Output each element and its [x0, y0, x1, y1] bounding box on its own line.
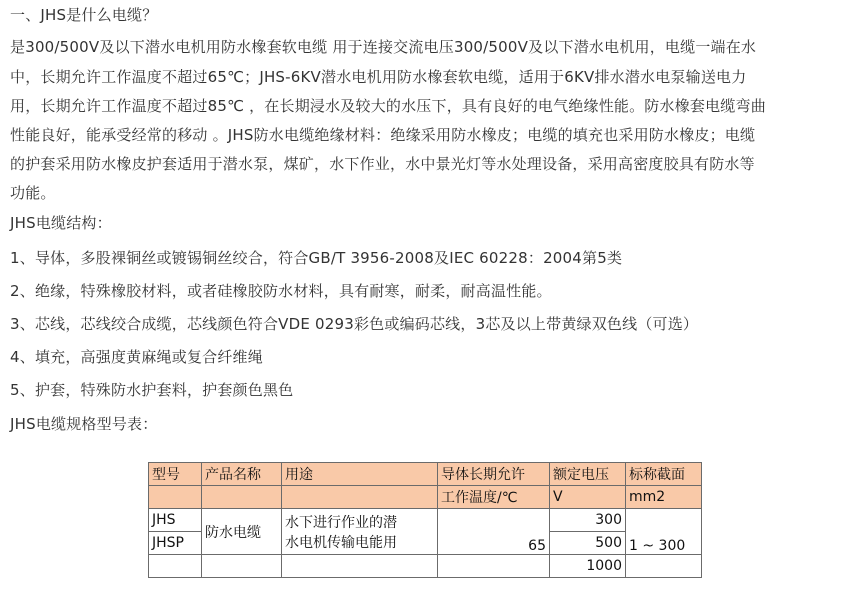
table-row	[149, 509, 702, 532]
intro-line: 是300/500V及以下潜水电机用防水橡套软电缆 用于连接交流电压300/500V及以下潜水电机用，电缆一端在水	[10, 38, 757, 56]
structure-item: 5、护套，特殊防水护套料，护套颜色黑色	[10, 381, 294, 399]
structure-item: 4、填充，高强度黄麻绳或复合纤维绳	[10, 348, 263, 366]
header-cell-model: 型号	[149, 463, 202, 486]
model-cell: JHS	[149, 509, 202, 532]
header-cell-temperature-unit: 工作温度/℃	[438, 486, 550, 509]
header-cell-cross-section-unit: mm2	[626, 486, 702, 509]
table-row	[149, 555, 702, 578]
table-header-row	[149, 463, 702, 486]
usage-line: 水下进行作业的潜	[285, 514, 397, 531]
intro-line: 功能。	[10, 184, 56, 202]
usage-cell	[282, 509, 438, 555]
header-cell-voltage-unit: V	[550, 486, 626, 509]
empty-cell	[438, 555, 550, 578]
intro-line: 中，长期允许工作温度不超过65℃；JHS-6KV潜水电机用防水橡套软电缆，适用于6KV排水潜水电泵输送电力	[10, 68, 747, 86]
table-header-row	[149, 486, 702, 509]
structure-title: JHS电缆结构：	[10, 214, 112, 232]
intro-line: 性能良好，能承受经常的移动 。JHS防水电缆绝缘材料：绝缘采用防水橡皮；电缆的填充也采用防水橡皮；电缆	[10, 126, 756, 144]
usage-line: 水电机传输电能用	[285, 534, 397, 551]
structure-item: 3、芯线，芯线绞合成缆，芯线颜色符合VDE 0293彩色或编码芯线，3芯及以上带黄绿双色线（可选）	[10, 315, 699, 333]
header-cell-usage: 用途	[282, 463, 438, 486]
empty-cell	[149, 555, 202, 578]
temperature-cell: 65	[438, 509, 550, 555]
intro-line: 的护套采用防水橡皮护套适用于潜水泵，煤矿，水下作业，水中景光灯等水处理设备，采用高密度胶具有防水等	[10, 155, 755, 173]
voltage-cell: 300	[550, 509, 626, 532]
header-cell-product-name: 产品名称	[202, 463, 282, 486]
structure-item: 1、导体，多股裸铜丝或镀锡铜丝绞合，符合GB/T 3956-2008及IEC 60228：2004第5类	[10, 249, 623, 267]
model-cell: JHSP	[149, 532, 202, 555]
structure-item: 2、绝缘，特殊橡胶材料，或者硅橡胶防水材料，具有耐寒，耐柔，耐高温性能。	[10, 282, 552, 300]
cross-section-cell: 1 ~ 300	[626, 509, 702, 555]
header-cell	[282, 486, 438, 509]
product-name-cell: 防水电缆	[202, 509, 282, 555]
voltage-cell: 500	[550, 532, 626, 555]
header-cell-cross-section: 标称截面	[626, 463, 702, 486]
empty-cell	[626, 555, 702, 578]
table-title: JHS电缆规格型号表：	[10, 415, 158, 433]
intro-line: 用，长期允许工作温度不超过85℃ ，在长期浸水及较大的水压下，具有良好的电气绝缘性能。防水橡套电缆弯曲	[10, 97, 766, 115]
voltage-cell: 1000	[550, 555, 626, 578]
spec-table	[148, 462, 702, 578]
header-cell-temperature: 导体长期允许	[438, 463, 550, 486]
header-cell	[202, 486, 282, 509]
header-cell-voltage: 额定电压	[550, 463, 626, 486]
empty-cell	[282, 555, 438, 578]
section-heading: 一、JHS是什么电缆？	[10, 6, 158, 24]
empty-cell	[202, 555, 282, 578]
header-cell	[149, 486, 202, 509]
